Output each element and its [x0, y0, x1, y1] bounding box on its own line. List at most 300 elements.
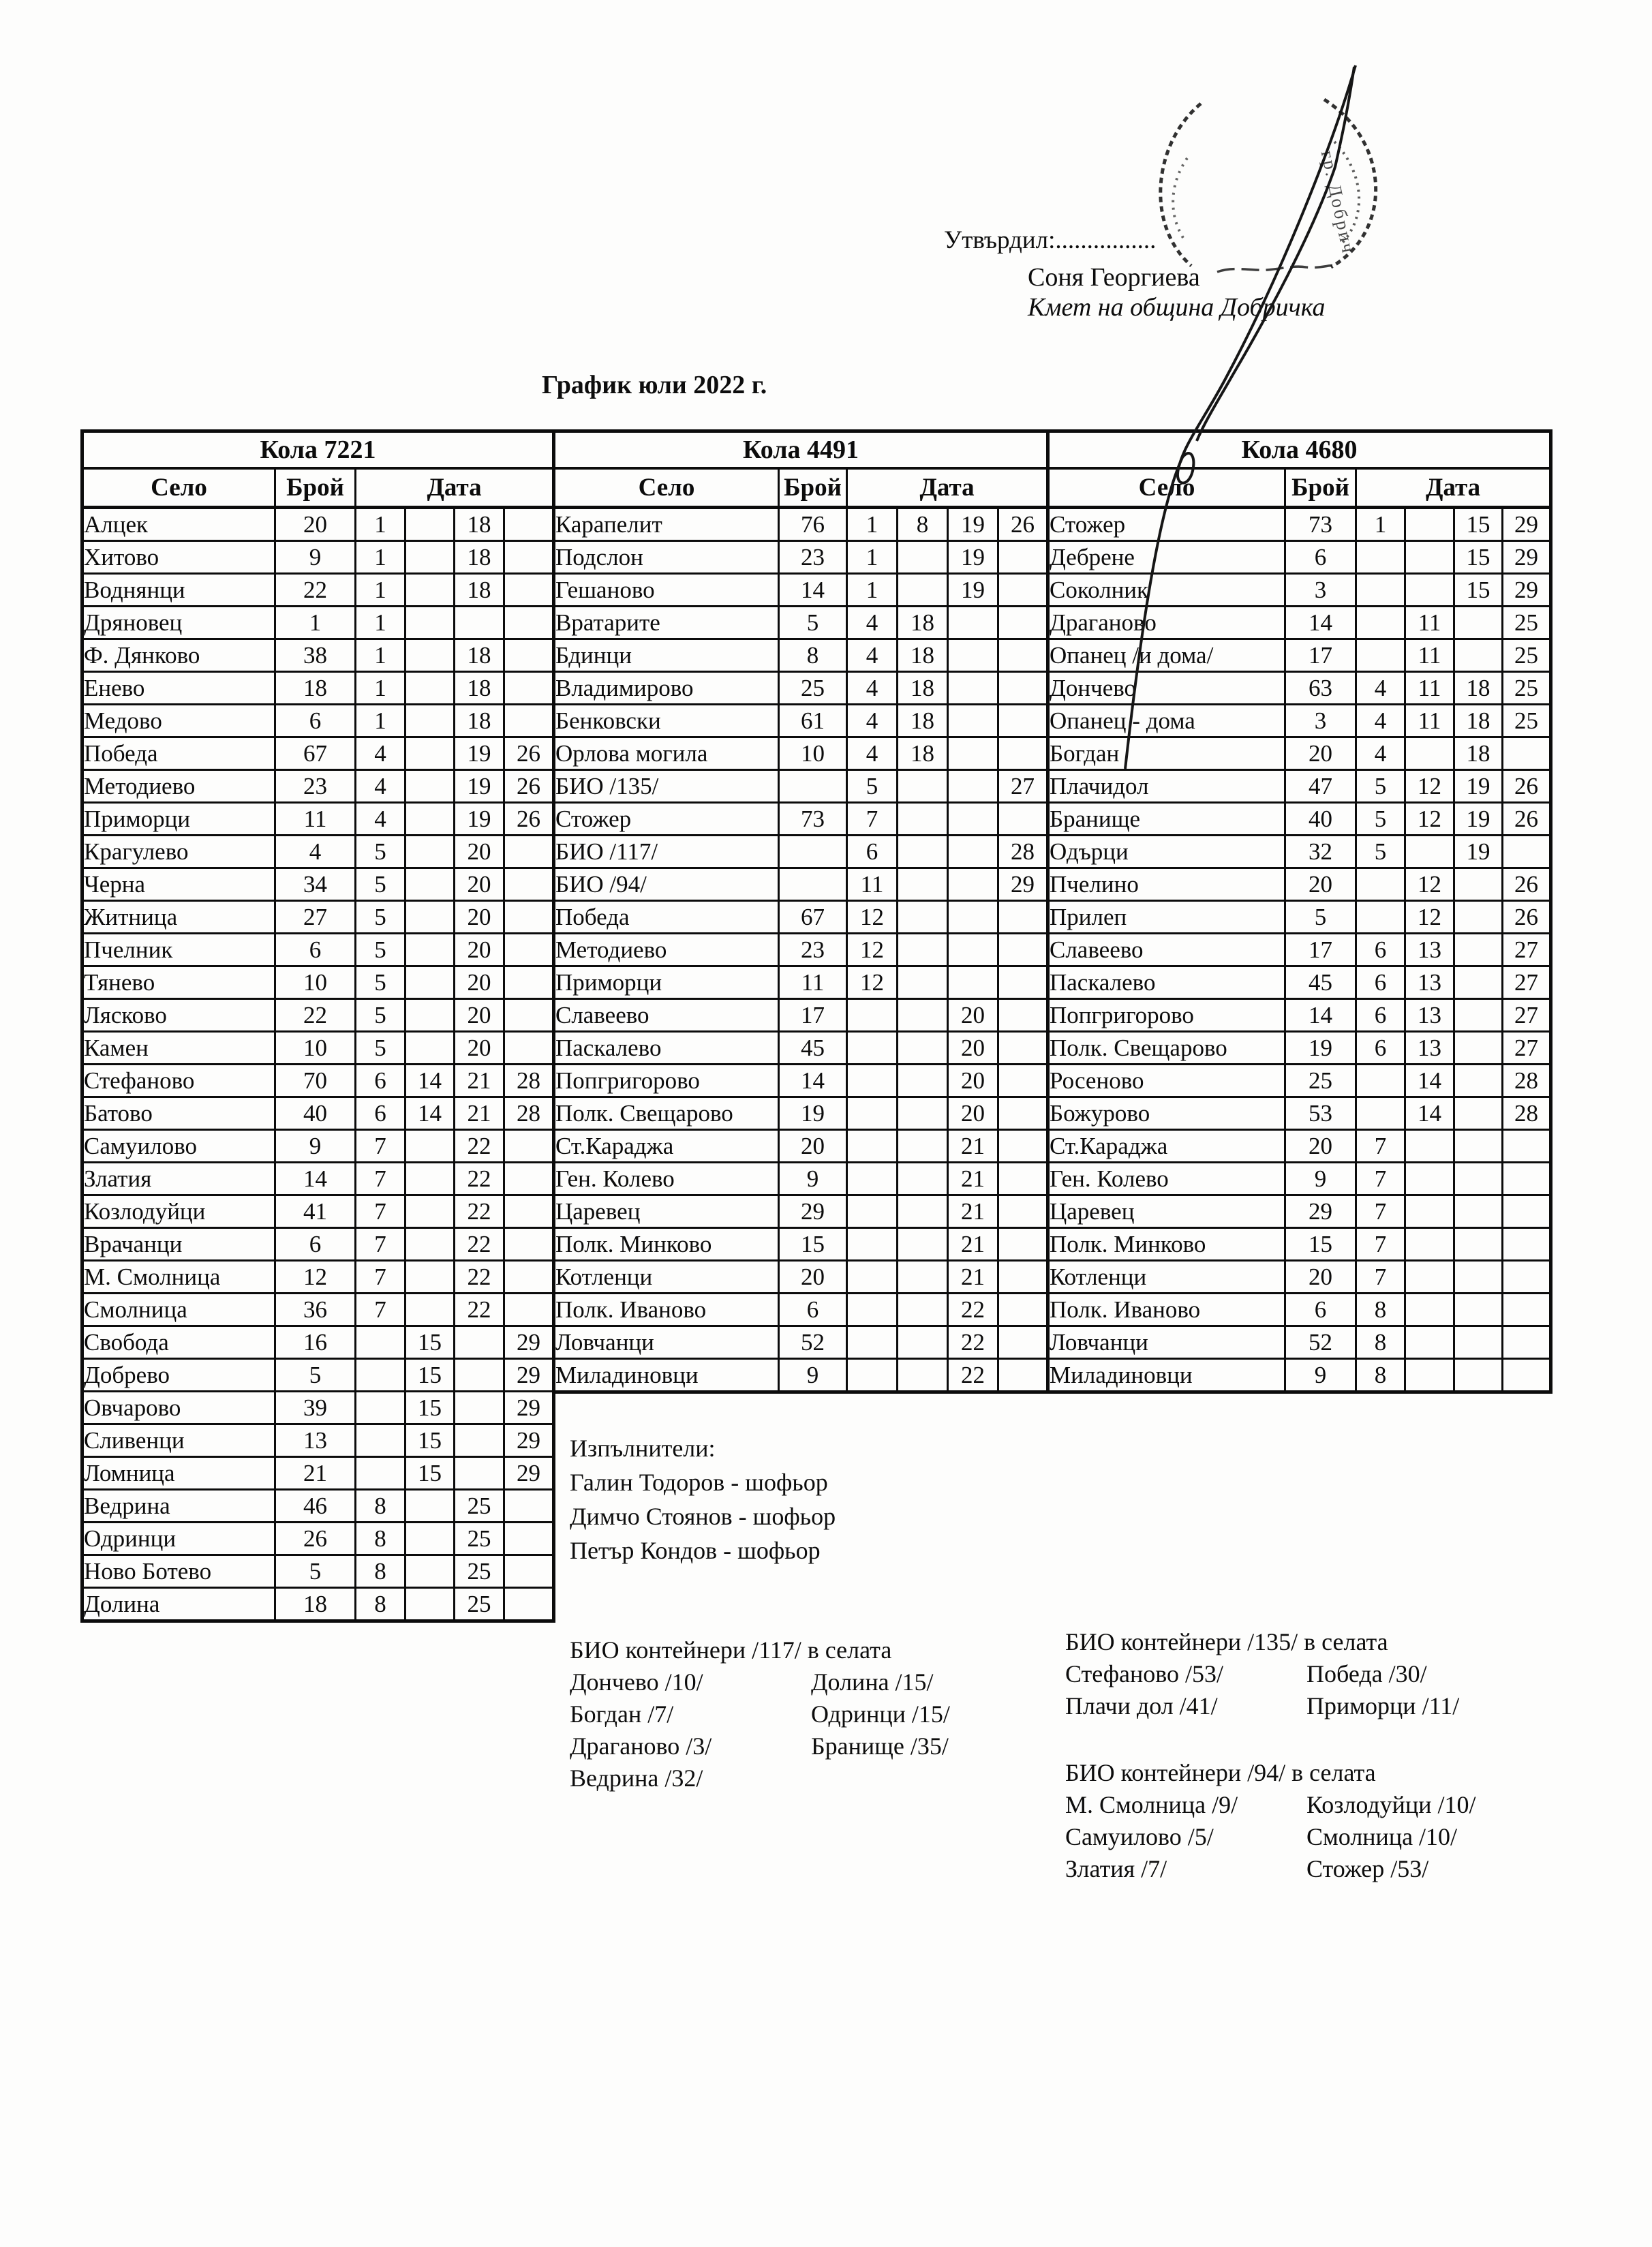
village-cell: Самуилово — [82, 1130, 275, 1163]
date-cell: 25 — [1503, 607, 1551, 639]
date-cell: 14 — [1405, 1097, 1454, 1130]
village-cell: Пчелник — [82, 934, 275, 966]
date-cell — [1454, 1195, 1503, 1228]
date-cell: 15 — [1454, 574, 1503, 607]
date-cell — [406, 1130, 455, 1163]
approval-label: Утвърдил:................ — [944, 226, 1157, 254]
date-cell: 19 — [1454, 803, 1503, 836]
date-cell — [948, 966, 998, 999]
village-cell: Орлова могила — [554, 737, 779, 770]
date-cell — [1503, 1326, 1551, 1359]
table-row — [1048, 737, 1551, 770]
date-cell: 22 — [455, 1163, 504, 1195]
date-cell — [504, 1163, 554, 1195]
date-cell — [998, 574, 1048, 607]
date-cell — [504, 1490, 554, 1523]
table-row — [1048, 1228, 1551, 1261]
village-cell: Врачанци — [82, 1228, 275, 1261]
table-row — [1048, 999, 1551, 1032]
signature-stroke-second — [1197, 67, 1354, 441]
table-row — [554, 1326, 1048, 1359]
date-cell: 26 — [504, 737, 554, 770]
village-cell: Полк. Свещарово — [1048, 1032, 1285, 1065]
count-cell: 10 — [275, 1032, 356, 1065]
table-row — [82, 574, 554, 607]
date-cell — [898, 901, 948, 934]
date-cell: 25 — [455, 1588, 504, 1621]
date-cell: 14 — [406, 1097, 455, 1130]
village-cell: Славеево — [554, 999, 779, 1032]
date-cell — [504, 1294, 554, 1326]
table-row — [554, 1261, 1048, 1294]
bio-item: Ведрина /32/ — [570, 1764, 703, 1792]
date-cell — [998, 639, 1048, 672]
date-cell — [1454, 1065, 1503, 1097]
date-cell — [948, 737, 998, 770]
village-cell: Росеново — [1048, 1065, 1285, 1097]
date-cell: 26 — [998, 508, 1048, 541]
date-cell — [504, 508, 554, 541]
table-row — [1048, 966, 1551, 999]
village-cell: Воднянци — [82, 574, 275, 607]
date-cell: 20 — [948, 999, 998, 1032]
date-cell — [898, 1294, 948, 1326]
date-cell — [898, 803, 948, 836]
count-cell: 23 — [779, 934, 847, 966]
date-cell — [948, 607, 998, 639]
date-cell: 4 — [847, 737, 898, 770]
table-row — [1048, 1294, 1551, 1326]
bio-item: Долина /15/ — [811, 1668, 934, 1696]
table-row — [82, 1555, 554, 1588]
date-cell — [406, 1294, 455, 1326]
date-cell — [504, 1555, 554, 1588]
count-cell: 13 — [275, 1424, 356, 1457]
date-cell — [948, 705, 998, 737]
date-cell: 18 — [898, 672, 948, 705]
table-row — [82, 737, 554, 770]
table-row — [554, 1228, 1048, 1261]
date-cell: 15 — [406, 1326, 455, 1359]
village-cell: Котленци — [1048, 1261, 1285, 1294]
date-cell: 19 — [455, 770, 504, 803]
village-cell: Карапелит — [554, 508, 779, 541]
date-cell — [455, 1424, 504, 1457]
count-cell: 40 — [1285, 803, 1356, 836]
date-cell: 18 — [1454, 705, 1503, 737]
bio-item: Драганово /3/ — [570, 1732, 712, 1760]
date-cell: 11 — [1405, 639, 1454, 672]
date-cell: 8 — [1356, 1359, 1405, 1392]
count-cell: 8 — [779, 639, 847, 672]
date-cell: 6 — [356, 1065, 406, 1097]
village-cell: Полк. Иваново — [1048, 1294, 1285, 1326]
village-cell: Прилеп — [1048, 901, 1285, 934]
date-cell — [1454, 999, 1503, 1032]
table-row — [1048, 1326, 1551, 1359]
date-cell — [406, 901, 455, 934]
table-row — [82, 1588, 554, 1621]
count-cell — [779, 770, 847, 803]
date-cell: 12 — [847, 966, 898, 999]
village-cell: Паскалево — [554, 1032, 779, 1065]
date-cell — [998, 607, 1048, 639]
count-cell: 10 — [779, 737, 847, 770]
date-cell — [1356, 574, 1405, 607]
bio-item: Златия /7/ — [1065, 1855, 1167, 1882]
date-cell: 19 — [455, 803, 504, 836]
date-cell: 20 — [948, 1097, 998, 1130]
date-cell: 5 — [1356, 836, 1405, 868]
date-cell: 20 — [455, 999, 504, 1032]
date-cell — [1503, 1195, 1551, 1228]
table-row — [1048, 1359, 1551, 1392]
date-cell: 26 — [504, 803, 554, 836]
date-cell — [406, 1163, 455, 1195]
count-cell: 11 — [275, 803, 356, 836]
village-cell: Стефаново — [82, 1065, 275, 1097]
executors-heading: Изпълнители: — [570, 1435, 716, 1462]
table-row — [554, 1163, 1048, 1195]
table-row — [554, 770, 1048, 803]
bio-section-94 — [1065, 1757, 1475, 1885]
village-cell: Подслон — [554, 541, 779, 574]
count-cell: 76 — [779, 508, 847, 541]
bio-row — [1065, 1789, 1475, 1821]
date-cell: 27 — [1503, 999, 1551, 1032]
date-cell — [898, 1032, 948, 1065]
date-cell: 4 — [1356, 705, 1405, 737]
village-cell: Миладиновци — [1048, 1359, 1285, 1392]
date-cell — [1454, 1163, 1503, 1195]
date-cell: 15 — [406, 1457, 455, 1490]
count-cell: 6 — [779, 1294, 847, 1326]
table-row — [554, 901, 1048, 934]
date-cell: 19 — [1454, 836, 1503, 868]
date-cell — [898, 1326, 948, 1359]
count-cell: 29 — [779, 1195, 847, 1228]
count-cell: 34 — [275, 868, 356, 901]
count-cell: 73 — [1285, 508, 1356, 541]
stamp-inner-left-icon — [1173, 158, 1187, 240]
date-cell — [1454, 1326, 1503, 1359]
village-cell: Медово — [82, 705, 275, 737]
date-cell — [406, 1228, 455, 1261]
table-row — [1048, 1130, 1551, 1163]
table-title: Кола 7221 — [82, 431, 554, 469]
date-cell: 6 — [1356, 934, 1405, 966]
table-row — [554, 705, 1048, 737]
date-cell — [406, 999, 455, 1032]
date-cell: 29 — [1503, 574, 1551, 607]
table-row — [554, 1359, 1048, 1392]
date-cell — [406, 803, 455, 836]
bio-row — [1065, 1690, 1459, 1722]
date-cell — [998, 934, 1048, 966]
date-cell: 14 — [1405, 1065, 1454, 1097]
village-cell: Батово — [82, 1097, 275, 1130]
date-cell — [898, 770, 948, 803]
date-cell — [504, 1261, 554, 1294]
table-title-row — [82, 431, 554, 469]
date-cell — [406, 1588, 455, 1621]
date-cell: 13 — [1405, 934, 1454, 966]
village-cell: Ст.Караджа — [554, 1130, 779, 1163]
col-header-date: Дата — [847, 468, 1048, 508]
date-cell — [998, 1130, 1048, 1163]
date-cell — [504, 1032, 554, 1065]
stamp-left-arc-icon — [1161, 104, 1201, 266]
table-row — [82, 508, 554, 541]
date-cell — [847, 1065, 898, 1097]
village-cell: Черна — [82, 868, 275, 901]
date-cell: 1 — [847, 574, 898, 607]
col-header-count: Брой — [1285, 468, 1356, 508]
date-cell: 21 — [948, 1228, 998, 1261]
date-cell: 22 — [455, 1130, 504, 1163]
village-cell: Царевец — [554, 1195, 779, 1228]
table-row — [554, 803, 1048, 836]
date-cell: 19 — [1454, 770, 1503, 803]
bio-section-117 — [570, 1634, 950, 1794]
date-cell — [898, 1359, 948, 1392]
bio-item: Победа /30/ — [1306, 1660, 1427, 1687]
date-cell — [998, 1294, 1048, 1326]
date-cell: 18 — [455, 508, 504, 541]
date-cell — [1454, 639, 1503, 672]
date-cell: 12 — [1405, 868, 1454, 901]
village-cell: Плачидол — [1048, 770, 1285, 803]
table-row — [82, 1065, 554, 1097]
date-cell: 1 — [356, 541, 406, 574]
date-cell: 25 — [455, 1490, 504, 1523]
date-cell — [1356, 607, 1405, 639]
date-cell: 1 — [356, 705, 406, 737]
count-cell: 45 — [1285, 966, 1356, 999]
table-row — [82, 966, 554, 999]
village-cell: Бенковски — [554, 705, 779, 737]
table-row — [554, 934, 1048, 966]
count-cell: 20 — [1285, 868, 1356, 901]
count-cell: 6 — [1285, 1294, 1356, 1326]
bio-item: Стожер /53/ — [1306, 1855, 1429, 1882]
executor-item: Димчо Стоянов - шофьор — [570, 1503, 836, 1530]
count-cell: 73 — [779, 803, 847, 836]
date-cell — [406, 574, 455, 607]
bio-section-heading: БИО контейнери /135/ в селата — [1065, 1628, 1388, 1655]
count-cell: 47 — [1285, 770, 1356, 803]
date-cell: 15 — [1454, 508, 1503, 541]
table-row — [82, 1163, 554, 1195]
count-cell: 15 — [1285, 1228, 1356, 1261]
date-cell — [455, 1392, 504, 1424]
date-cell — [898, 999, 948, 1032]
date-cell — [356, 1326, 406, 1359]
count-cell: 67 — [779, 901, 847, 934]
date-cell — [898, 541, 948, 574]
village-cell: Ст.Караджа — [1048, 1130, 1285, 1163]
date-cell: 12 — [847, 901, 898, 934]
date-cell: 19 — [948, 574, 998, 607]
table-row — [1048, 836, 1551, 868]
village-cell: Крагулево — [82, 836, 275, 868]
schedule-table-kola-4680 — [1046, 429, 1552, 1394]
date-cell — [847, 1163, 898, 1195]
count-cell: 6 — [275, 934, 356, 966]
table-header-row — [554, 468, 1048, 508]
date-cell: 5 — [356, 901, 406, 934]
date-cell — [948, 901, 998, 934]
date-cell — [1503, 836, 1551, 868]
village-cell: Бдинци — [554, 639, 779, 672]
count-cell: 26 — [275, 1523, 356, 1555]
date-cell — [998, 541, 1048, 574]
date-cell — [998, 803, 1048, 836]
date-cell — [998, 1261, 1048, 1294]
date-cell: 8 — [356, 1555, 406, 1588]
date-cell — [847, 1228, 898, 1261]
count-cell: 5 — [1285, 901, 1356, 934]
date-cell: 1 — [356, 574, 406, 607]
village-cell: Козлодуйци — [82, 1195, 275, 1228]
date-cell — [406, 1555, 455, 1588]
date-cell: 27 — [998, 770, 1048, 803]
village-cell: Полк. Минково — [554, 1228, 779, 1261]
date-cell: 7 — [1356, 1261, 1405, 1294]
village-cell: Дебрене — [1048, 541, 1285, 574]
date-cell — [406, 836, 455, 868]
date-cell: 27 — [1503, 966, 1551, 999]
date-cell: 19 — [948, 541, 998, 574]
date-cell — [1454, 1130, 1503, 1163]
village-cell: Попгригорово — [1048, 999, 1285, 1032]
date-cell: 20 — [455, 934, 504, 966]
date-cell: 8 — [898, 508, 948, 541]
count-cell: 17 — [1285, 934, 1356, 966]
bio-item: Козлодуйци /10/ — [1306, 1791, 1476, 1818]
date-cell: 1 — [356, 639, 406, 672]
village-cell: М. Смолница — [82, 1261, 275, 1294]
count-cell: 23 — [275, 770, 356, 803]
date-cell — [847, 1130, 898, 1163]
village-cell: Стожер — [1048, 508, 1285, 541]
count-cell: 9 — [779, 1163, 847, 1195]
count-cell: 40 — [275, 1097, 356, 1130]
date-cell: 18 — [1454, 672, 1503, 705]
count-cell: 9 — [779, 1359, 847, 1392]
table-row — [554, 999, 1048, 1032]
count-cell: 63 — [1285, 672, 1356, 705]
village-cell: Тянево — [82, 966, 275, 999]
village-cell: Методиево — [82, 770, 275, 803]
date-cell — [948, 934, 998, 966]
count-cell: 61 — [779, 705, 847, 737]
date-cell — [1356, 639, 1405, 672]
table-header-row — [1048, 468, 1551, 508]
date-cell — [948, 770, 998, 803]
date-cell — [455, 1457, 504, 1490]
date-cell — [898, 1163, 948, 1195]
count-cell: 45 — [779, 1032, 847, 1065]
count-cell: 6 — [1285, 541, 1356, 574]
village-cell: Овчарово — [82, 1392, 275, 1424]
table-row — [1048, 1261, 1551, 1294]
village-cell: Свобода — [82, 1326, 275, 1359]
date-cell: 28 — [504, 1097, 554, 1130]
village-cell: Стожер — [554, 803, 779, 836]
village-cell: Лясково — [82, 999, 275, 1032]
count-cell: 21 — [275, 1457, 356, 1490]
date-cell: 1 — [1356, 508, 1405, 541]
date-cell: 7 — [356, 1294, 406, 1326]
date-cell — [1503, 1163, 1551, 1195]
date-cell — [1405, 1130, 1454, 1163]
count-cell: 53 — [1285, 1097, 1356, 1130]
bio-item: Одринци /15/ — [811, 1700, 950, 1728]
table-row — [82, 934, 554, 966]
date-cell — [504, 607, 554, 639]
village-cell: Опанец - дома — [1048, 705, 1285, 737]
document-title: График юли 2022 г. — [542, 371, 767, 399]
approval-signer-role: Кмет на община Добричка — [1028, 293, 1326, 322]
date-cell: 21 — [948, 1261, 998, 1294]
date-cell: 26 — [1503, 803, 1551, 836]
date-cell: 20 — [455, 966, 504, 999]
table-row — [1048, 705, 1551, 737]
date-cell — [406, 607, 455, 639]
date-cell — [1454, 966, 1503, 999]
date-cell — [504, 1228, 554, 1261]
date-cell: 21 — [948, 1163, 998, 1195]
table-row — [82, 705, 554, 737]
village-cell: БИО /94/ — [554, 868, 779, 901]
date-cell: 29 — [1503, 508, 1551, 541]
date-cell — [1405, 1261, 1454, 1294]
table-row — [82, 1195, 554, 1228]
village-cell: Златия — [82, 1163, 275, 1195]
date-cell — [1454, 934, 1503, 966]
count-cell: 23 — [779, 541, 847, 574]
date-cell — [847, 1261, 898, 1294]
date-cell — [998, 705, 1048, 737]
village-cell: Божурово — [1048, 1097, 1285, 1130]
village-cell: Попгригорово — [554, 1065, 779, 1097]
count-cell: 6 — [275, 1228, 356, 1261]
date-cell: 15 — [406, 1392, 455, 1424]
date-cell: 1 — [356, 508, 406, 541]
count-cell: 20 — [1285, 737, 1356, 770]
date-cell — [1503, 737, 1551, 770]
village-cell: Миладиновци — [554, 1359, 779, 1392]
date-cell: 15 — [1454, 541, 1503, 574]
table-row — [1048, 1163, 1551, 1195]
date-cell: 28 — [1503, 1097, 1551, 1130]
date-cell — [1405, 574, 1454, 607]
date-cell: 11 — [847, 868, 898, 901]
date-cell: 19 — [948, 508, 998, 541]
date-cell: 7 — [1356, 1163, 1405, 1195]
count-cell: 11 — [779, 966, 847, 999]
date-cell: 8 — [356, 1490, 406, 1523]
date-cell — [847, 1097, 898, 1130]
village-cell: Методиево — [554, 934, 779, 966]
date-cell — [898, 1228, 948, 1261]
count-cell: 52 — [779, 1326, 847, 1359]
date-cell: 1 — [356, 607, 406, 639]
village-cell: Бранище — [1048, 803, 1285, 836]
date-cell — [1454, 1228, 1503, 1261]
table-row — [1048, 1195, 1551, 1228]
